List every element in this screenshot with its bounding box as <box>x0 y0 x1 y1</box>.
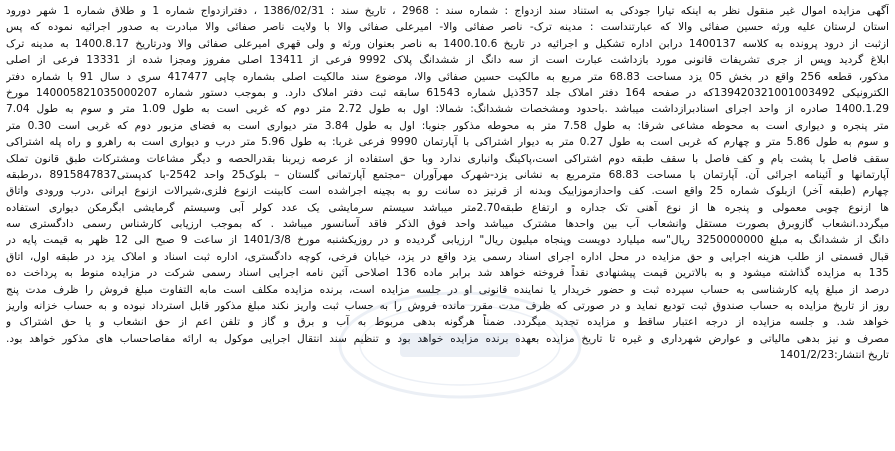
notice-line-8: متر پنجره و دیواری است به محوطه مشاعی شرقا: به طول 7.58 متر به محوطه مذکور جنوبا: اول به طول 3.84 متر دیواری است به فضای مزبور دوم که غربی است 0.30 متر <box>6 119 889 132</box>
notice-line-7: 1400.1.29 صادره از واحد اجرای اسنادبرازداشت میباشد .باحدود ومشخصات ششدانگ: شمالا: اول به طول 2.72 متر دوم که غربی است به طول 1.09 متر و سوم به طول 7.04 <box>6 103 889 116</box>
notice-line-9: و سوم به طول 5.86 متر و چهارم که غربی است به طول 0.27 متر به دیوار اشتراکی با آپارتمان 9990 فرعی غربا: به طول 5.96 متر درب و دیواری است به راهرو و راه پله اشتراکی <box>6 136 889 149</box>
notice-line-1: آگهی مزایده اموال غیر منقول نظر به اینکه تیارا جودکی به استناد سند ازدواج : شماره سند : 2968 ، تاریخ سند : 1386/02/31 ، دفترازدواج شماره 1 و طلاق شماره 1 شهر دورود <box>6 5 889 17</box>
notice-line-20: خواهد شد. و جلسه مزایده از درجه اعتبار ساقط و مزایده تجدید میگردد. ضمناً هرگونه بدهی مربوط به آب و برق و گاز و تلفن اعم از حق انشعاب و یا حق اشتراک و <box>6 316 889 329</box>
notice-line-10: سقف فاصل با پشت بام و کف فاصل با سقف طبقه دوم اشتراکی است،پاکینگ وانباری ندارد وبا حق استفاده از عرصه زیربنا بقدرالحصه و دیگر مشاعات ومشترکات طبق قانون تملک <box>6 152 889 165</box>
notice-line-19: روز از تاریخ مزایده به حساب صندوق ثبت تودیع نماید و در صورتی که ظرف مدت مقرر مانده فروش را به حساب ثبت واریز نکند مبلغ مذکور قابل استرداد نبوده و به حساب خزانه واریز <box>6 300 889 313</box>
notice-line-13: ها ازنوع چوبی معمولی و پنجره ها از نوع آهنی تک جداره و ارتفاع طبقه2.70متر میباشد سیستم سرمایشی یک عدد کولر آبی وسیستم گرمایشی ابگرمکن دیواری استفاده <box>6 201 889 214</box>
notice-line-14: میگردد.انشعاب گازوبرق بصورت مستقل وانشعاب آب بین واحدها مشترک میباشد واحد فوق الذکر فاقد آسانسور میباشد . که بموجب ارزیابی کارشناس رسمی دادگستری سه <box>6 218 889 231</box>
notice-line-2: استان لرستان علیه ورثه حسین صفائی والا که عبارتنداست : مدینه ترک- ناصر صفائی والا- امیرعلی صفائی والا با ولایت ناصر صفائی والا مبادرت به صدور اجرائیه نموده که پس <box>6 21 889 34</box>
notice-line-21: مصرف و نیز بدهی مالیاتی و عوارض شهرداری و غیره تا تاریخ مزایده بعهده برنده مزایده خواهد بود و تنظیم سند انتقال اجرایی موکول به ارائه مفاصاحساب های مذکور خواهد بود. <box>6 332 889 345</box>
notice-line-5: مذکور، قطعه 256 واقع در بخش 05 یزد مساحت 68.83 متر مربع به مالکیت حسین صفائی والا، موضوع سند مالکیت اصلی بشماره چاپی 417477 سری د سال 91 با شماره دفتر <box>6 70 889 83</box>
publish-date-line: تاریخ انتشار:1401/2/23 <box>779 349 889 362</box>
notice-line-6: الکترونیکی 139420321001003492که در صفحه 164 دفتر املاک جلد 357ذیل شماره 61543 سابقه ثبت دفتر املاک دارد. و بموجب دستور شماره 140005821035000207 مورخ <box>6 86 889 99</box>
notice-line-18: درصد از مبلغ پایه کارشناسی به حساب سپرده ثبت و حضور خریدار یا نماینده قانونی او در جلسه مزایده است، برنده مزایده مکلف است مابه التفاوت مبلغ فروش را ظرف مدت پنج <box>6 283 889 296</box>
notice-line-12: چهارم (طبقه آخر) ازبلوک شماره 25 واقع است. کف واحدازموزاییک وبدنه از قرنیز ده سانت رو به بچینه اجراشده است کابینت ازنوع فلزی،شیرالات ازنوع ایرانی ،درب ورودی واتاق <box>6 185 889 198</box>
notice-line-15: دانگ از ششدانگ به مبلغ 3250000000 ریال"سه میلیارد دویست وپنجاه میلیون ریال" ارزیابی گردیده و در روزیکشنبه مورخ 1401/3/8 از ساعت 9 صبح الی 12 ظهر به قیمت پایه در <box>6 234 889 247</box>
notice-line-16: قبال قسمتی از طلب هزینه اجرایی و حق مزایده در محل اداره اجرای اسناد رسمی یزد واقع در یزد، خیابان فرخی، کوچه دادگستری، اداره ثبت اسناد و املاک یزد در طبقه اول، اتاق <box>6 250 889 263</box>
notice-line-11: آپارتمانها و آئینامه اجرائی آن. آپارتمان با مساحت 68.83 مترمربع به نشانی یزد-شهرک مهرآوران –مجتمع آپارتمانی گلستان – بلوک25 واحد 2542-با کدپستی8915847837 ،درطبقه <box>6 168 889 181</box>
notice-line-4: ابلاغ گردید وپس از جری تشریفات قانونی مورد بازداشت عبارت است از سه دانگ از ششدانگ پلاک 9992 فرعی از 13411 اصلی مفروز ومجزا شده از 13331 فرعی از اصلی <box>6 54 889 67</box>
auction-notice <box>6 3 889 448</box>
notice-line-3: ازثبت از درود پرونده به کلاسه 1400137 درابن اداره تشکیل و اجرائیه در تاریخ 1400.10.6 به ناصر بعنوان ورثه و ولی قهری امیرعلی صفائی والا ودرتاریخ 1400.8.17 به مدینه ترک <box>6 37 889 50</box>
notice-line-17: 135 به مزایده گذاشته میشود و به بالاترین قیمت پیشنهادی نقداً فروخته خواهد شد برابر ماده 136 اصلاحی آئین نامه اجرایی اسناد رسمی شرکت در مزایده منوط به پرداخت ده <box>6 267 889 280</box>
